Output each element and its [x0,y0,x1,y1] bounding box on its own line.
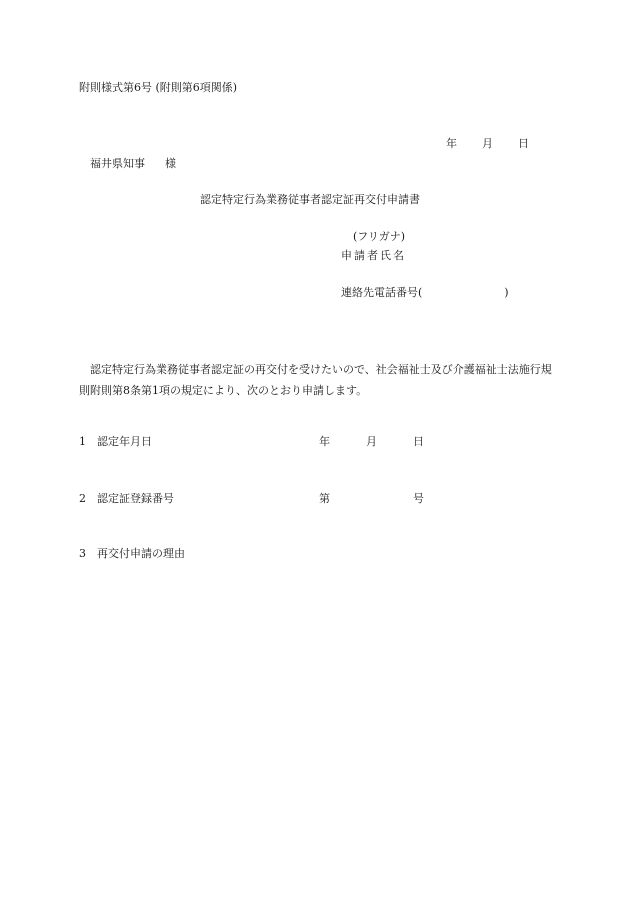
item-label: 認定証登録番号 [97,492,174,505]
form-number: 附則様式第6号 (附則第6項関係) [79,81,238,94]
item-number: 2 [79,492,86,505]
item-certification-date-value [319,435,424,449]
phone-label: 連絡先電話番号( [341,286,423,299]
item-registration-number-value [319,492,424,506]
applicant-name-label: 申請者氏名 [341,249,406,262]
item-certification-date [79,435,152,449]
value-day: 日 [413,435,424,448]
value-month: 月 [366,435,377,448]
date-month: 月 [482,137,493,150]
addressee-name: 福井県知事 [90,157,145,170]
phone-close: ) [504,286,509,299]
date-year: 年 [446,137,457,150]
addressee [90,157,176,171]
item-number: 1 [79,435,86,448]
addressee-honorific: 様 [165,157,176,170]
item-number: 3 [79,547,86,560]
value-suffix: 号 [413,492,424,505]
value-year: 年 [319,435,330,448]
value-prefix: 第 [319,492,330,505]
document-title: 認定特定行為業務従事者認定証再交付申請書 [200,193,420,206]
item-label: 再交付申請の理由 [97,547,185,560]
item-registration-number [79,492,174,506]
item-reissue-reason [79,547,185,561]
item-label: 認定年月日 [97,435,152,448]
furigana-label: (フリガナ) [353,230,406,243]
date-day: 日 [518,137,529,150]
date-line [446,137,529,151]
body-text: 認定特定行為業務従事者認定証の再交付を受けたいので、社会福祉士及び介護福祉士法施行規則附則第8条第1項の規定により、次のとおり申請します。 [79,363,552,397]
phone-line [341,286,509,300]
